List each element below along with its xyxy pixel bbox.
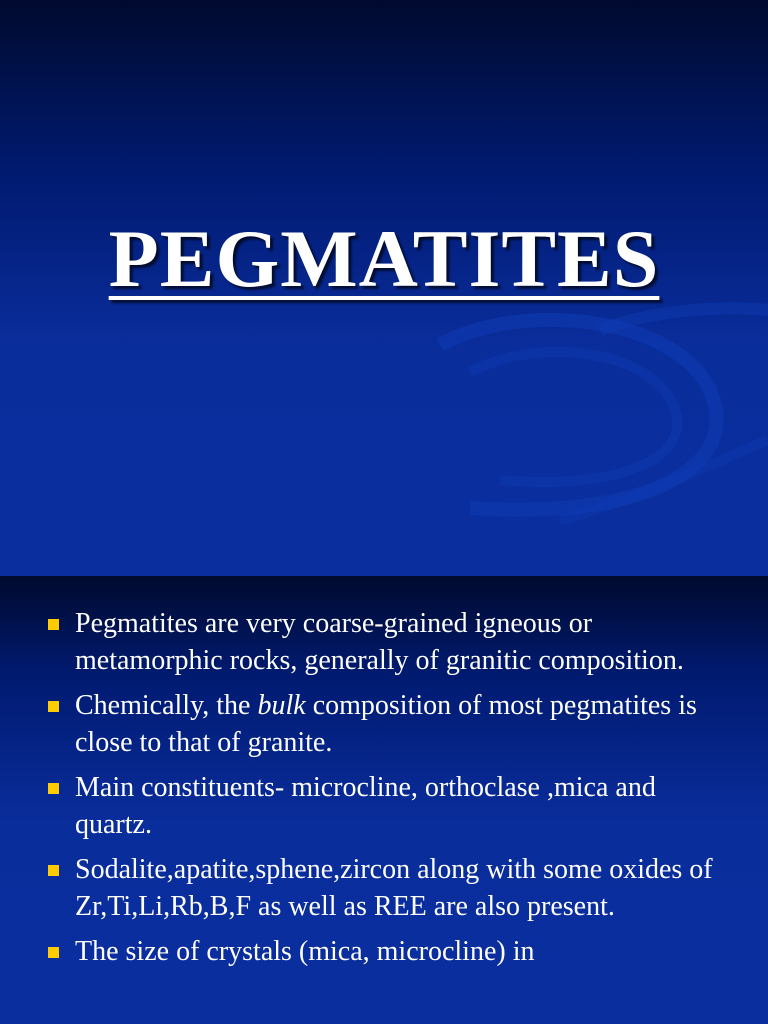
bullet-text: Pegmatites are very coarse-grained igneous or metamorphic rocks, generally of granitic composition. — [75, 608, 684, 676]
square-bullet-icon — [48, 947, 59, 958]
content-slide — [0, 576, 768, 1024]
bullet-text-lead: Chemically, the — [75, 690, 258, 721]
square-bullet-icon — [48, 783, 59, 794]
bullet-item — [46, 934, 726, 971]
bullet-text: Sodalite,apatite,sphene,zircon along with some oxides of Zr,Ti,Li,Rb,B,F as well as REE are also present. — [75, 854, 713, 922]
square-bullet-icon — [48, 701, 59, 712]
bullet-item — [46, 770, 726, 843]
square-bullet-icon — [48, 619, 59, 630]
bullet-item — [46, 688, 726, 761]
bullet-item — [46, 606, 726, 679]
bullet-text-emphasis: bulk — [257, 690, 306, 721]
bullet-text: Main constituents- microcline, orthoclase ,mica and quartz. — [75, 772, 656, 840]
square-bullet-icon — [48, 865, 59, 876]
bullet-item — [46, 852, 726, 925]
slide-title: PEGMATITES — [108, 213, 660, 304]
bullet-list — [46, 606, 726, 980]
bullet-text-rest: composition of most pegmatites is close to that of granite. — [75, 690, 697, 758]
bullet-text: The size of crystals (mica, microcline) in — [75, 936, 535, 967]
